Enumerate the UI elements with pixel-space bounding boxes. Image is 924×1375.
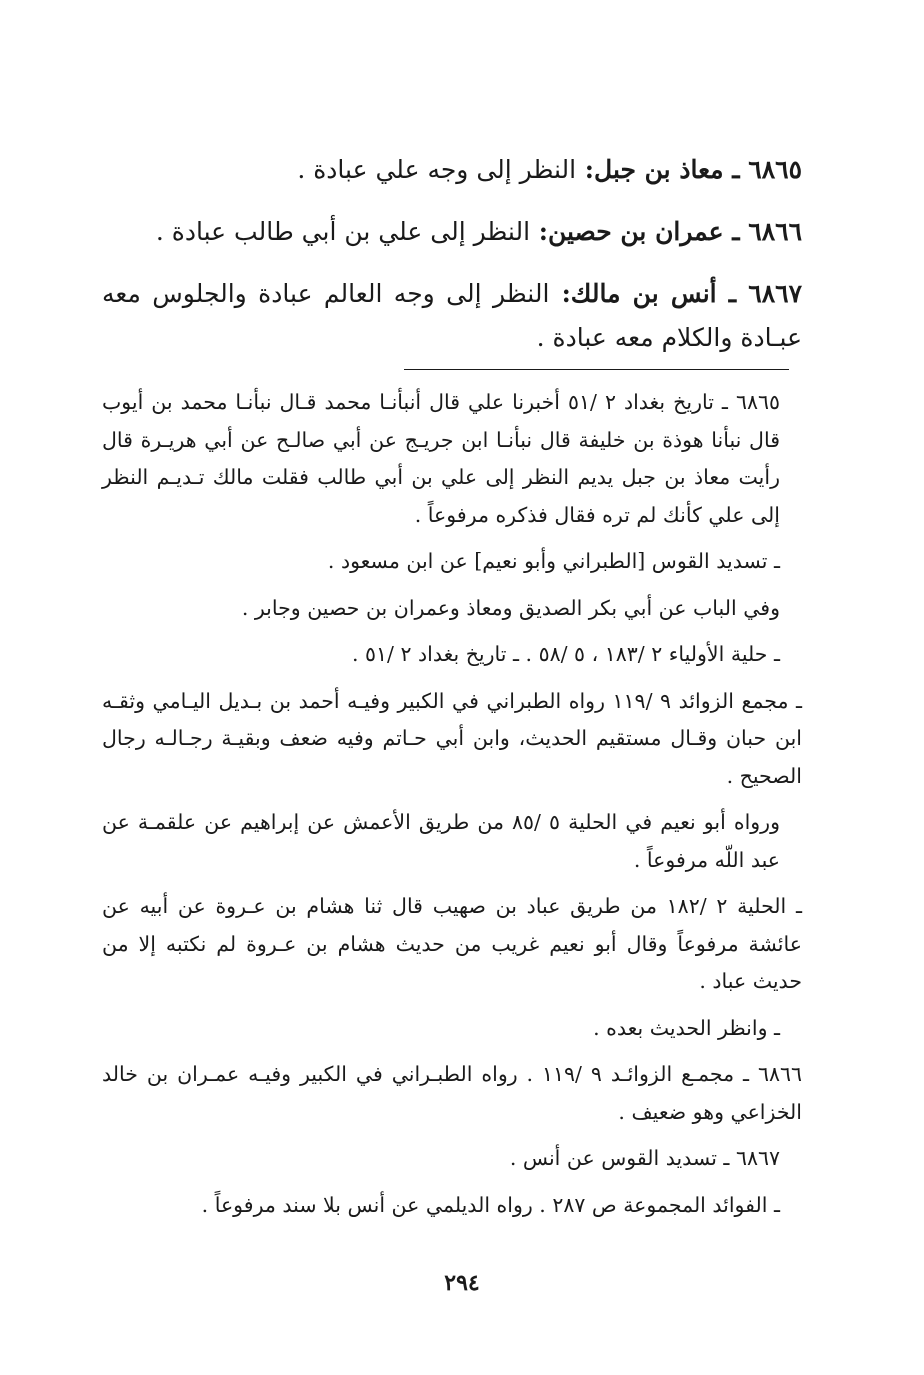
footnote: ٦٨٦٧ ـ تسديد القوس عن أنس . xyxy=(509,1146,780,1170)
footnote: وفي الباب عن أبي بكر الصديق ومعاذ وعمران بن حصين وجابر . xyxy=(241,595,780,620)
footnote: ـ حلية الأولياء ٢ /١٨٣ ، ٥ /٥٨ . ـ تاريخ بغداد ٢ /٥١ . xyxy=(351,642,780,666)
hadith-text: النظر إلى علي بن أبي طالب عبادة . xyxy=(155,217,531,246)
footnote: ـ تسديد القوس [الطبراني وأبو نعيم] عن ابن مسعود . xyxy=(327,549,780,573)
hadith-6865: ٦٨٦٥ ـ معاذ بن جبل: النظر إلى وجه علي عبادة . xyxy=(297,155,802,184)
footnote: ـ وانظر الحديث بعده . xyxy=(593,1015,780,1040)
footnote: ـ مجمع الزوائد ٩ /١١٩ رواه الطبراني في الكبير وفيـه أحمد بن بـديل اليـامي وثقـه ابن حبان وقـال مستقيم الحديث، وابن أبي حـاتم وفيه ضعف وبقيـة رجـالـه رجال الصحيح . xyxy=(102,688,802,788)
page-number: ٢٩٤ xyxy=(444,1270,480,1296)
hadith-number: ٦٨٦٥ xyxy=(748,155,802,184)
hadith-6866: ٦٨٦٦ ـ عمران بن حصين: النظر إلى علي بن أبي طالب عبادة . xyxy=(155,217,802,246)
footnote: ٦٨٦٦ ـ مجمـع الزوائـد ٩ /١١٩ . رواه الطبـراني في الكبير وفيـه عمـران بن خالد الخزاعي وهو ضعيف . xyxy=(102,1062,802,1124)
hadith-narrator: عمران بن حصين xyxy=(547,217,724,246)
hadith-narrator: معاذ بن جبل xyxy=(594,155,724,184)
hadith-text: النظر إلى وجه العالم عبادة والجلوس معه عبـادة والكلام معه عبادة . xyxy=(102,279,802,352)
footnote: ورواه أبو نعيم في الحلية ٥ /٨٥ من طريق الأعمش عن إبراهيم عن علقمـة عن عبد اللّه مرفوعاً . xyxy=(102,810,780,872)
footnote-divider xyxy=(404,369,789,370)
footnotes xyxy=(102,384,802,1233)
hadith-number: ٦٨٦٦ xyxy=(748,217,802,246)
hadith-list xyxy=(102,148,802,378)
footnote: ٦٨٦٥ ـ تاريخ بغداد ٢ /٥١ أخبرنا علي قال أنبأنـا محمد قـال نبأنـا محمد بن أيوب قال نبأنا هوذة بن خليفة قال نبأنـا ابن جريـج عن أبي صالـح عن أبي هريـرة قال رأيت معاذ بن جبل يديم النظر إلى علي بن أبي طالب فقلت مالك تـديـم النظر إلى علي كأنك لم تره فقال فذكره مرفوعاً . xyxy=(102,390,780,527)
hadith-6867: ٦٨٦٧ ـ أنس بن مالك: النظر إلى وجه العالم عبادة والجلوس معه عبـادة والكلام معه عبادة . xyxy=(102,279,802,352)
hadith-narrator: أنس بن مالك xyxy=(570,279,717,308)
footnote: ـ الحلية ٢ /١٨٢ من طريق عباد بن صهيب قال ثنا هشام بن عـروة عن أبيه عن عائشة مرفوعاً وقال أبو نعيم غريب من حديث هشام بن عـروة لم نكتبه إلا من حديث عباد . xyxy=(102,894,802,993)
footnote: ـ الفوائد المجموعة ص ٢٨٧ . رواه الديلمي عن أنس بلا سند مرفوعاً . xyxy=(201,1192,780,1217)
hadith-number: ٦٨٦٧ xyxy=(748,279,802,308)
hadith-text: النظر إلى وجه علي عبادة . xyxy=(297,155,577,184)
